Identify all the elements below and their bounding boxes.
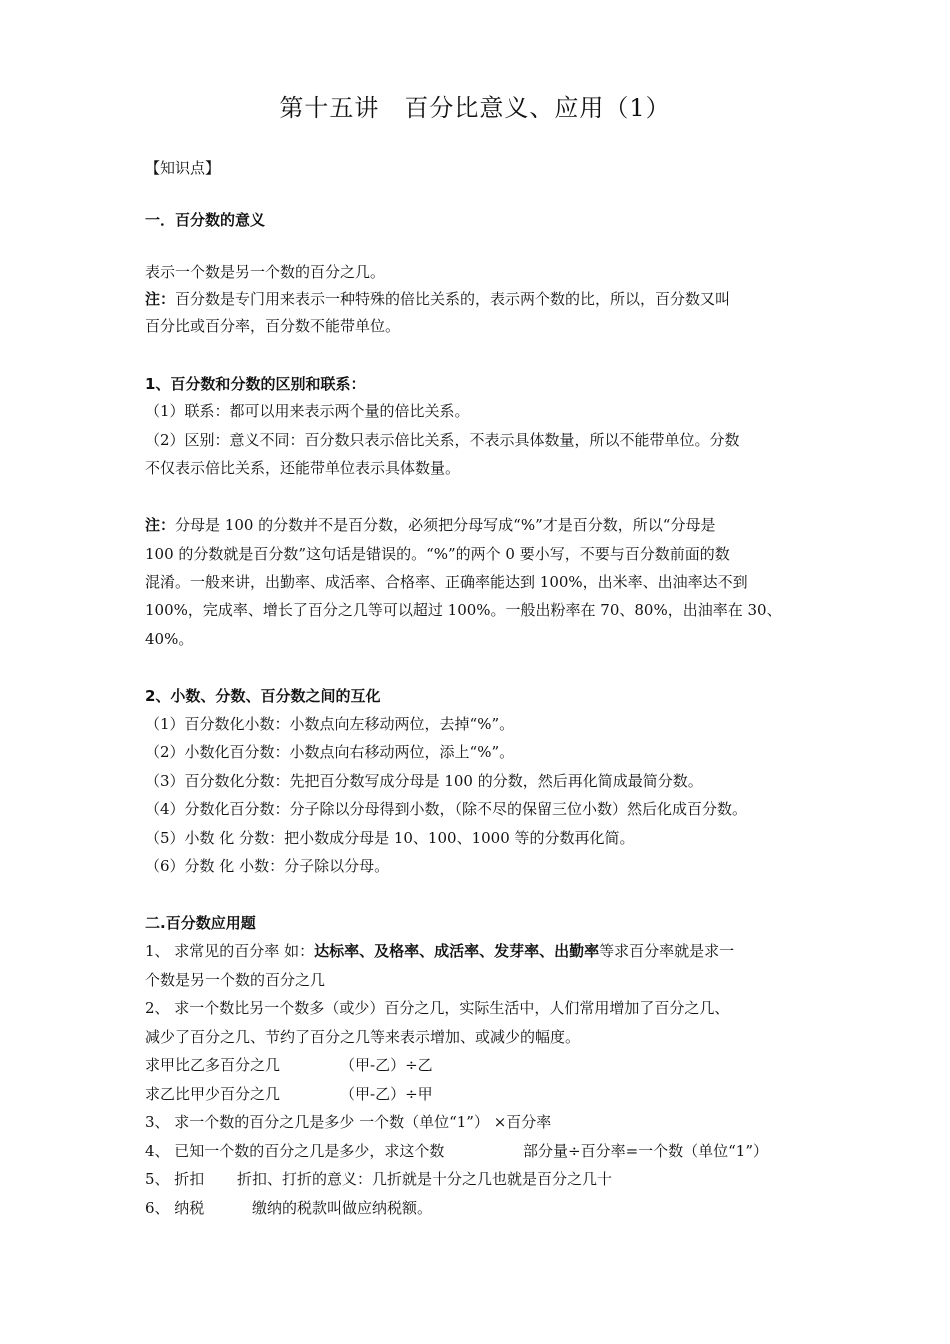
item-bold-terms: 达标率、及格率、成活率、发芽率、出勤率 bbox=[314, 942, 600, 960]
note-continuation: 混淆。一般来讲，出勤率、成活率、合格率、正确率能达到 100%，出米率、出油率达不到 bbox=[145, 573, 748, 591]
list-item: （4）分数化百分数：分子除以分母得到小数，（除不尽的保留三位小数）然后化成百分数。 bbox=[145, 800, 748, 818]
section-heading-meaning: 一．百分数的意义 bbox=[145, 211, 266, 229]
note-text: 分母是 100 的分数并不是百分数，必须把分母写成“%”才是百分数，所以“分母是 bbox=[175, 516, 716, 534]
item-text: 1、 求常见的百分率 如： bbox=[145, 942, 315, 960]
list-item-description: 缴纳的税款叫做应纳税额。 bbox=[252, 1199, 433, 1217]
note-line bbox=[145, 289, 730, 309]
item-text: 等求百分率就是求一 bbox=[599, 942, 735, 960]
definition-text: 表示一个数是另一个数的百分之几。 bbox=[145, 263, 386, 281]
list-item: 5、 折扣 bbox=[145, 1170, 205, 1188]
note-continuation: 100%，完成率、增长了百分之几等可以超过 100%。一般出粉率在 70、80%，出油率在 30、 bbox=[145, 601, 782, 619]
list-item-description: 折扣、打折的意义：几折就是十分之几也就是百分之几十 bbox=[237, 1170, 613, 1188]
list-item-continuation: 不仅表示倍比关系，还能带单位表示具体数量。 bbox=[145, 459, 461, 477]
note-line bbox=[145, 515, 715, 535]
list-item-continuation: 减少了百分之几、节约了百分之几等来表示增加、或减少的幅度。 bbox=[145, 1028, 581, 1046]
list-item: （3）百分数化分数：先把百分数写成分母是 100 的分数，然后再化简成最简分数。 bbox=[145, 772, 703, 790]
note-label: 注： bbox=[145, 516, 176, 534]
section-heading-conversion: 2、小数、分数、百分数之间的互化 bbox=[145, 687, 381, 705]
page-title: 第十五讲 百分比意义、应用（1） bbox=[279, 94, 671, 122]
list-item: 4、 已知一个数的百分之几是多少，求这个数 bbox=[145, 1142, 445, 1160]
list-item: 2、 求一个数比另一个数多（或少）百分之几，实际生活中，人们常用增加了百分之几、 bbox=[145, 999, 730, 1017]
list-item-continuation: 个数是另一个数的百分之几 bbox=[145, 971, 326, 989]
list-item-formula: 部分量÷百分率=一个数（单位“1”） bbox=[523, 1142, 769, 1160]
note-continuation: 100 的分数就是百分数”这句话是错误的。“%”的两个 0 要小写，不要与百分数前面的数 bbox=[145, 545, 730, 563]
formula-expression: （甲-乙）÷乙 bbox=[340, 1056, 433, 1074]
formula-expression: （甲-乙）÷甲 bbox=[340, 1085, 433, 1103]
list-item bbox=[145, 941, 734, 961]
note-continuation: 40%。 bbox=[145, 630, 194, 648]
formula-label: 求乙比甲少百分之几 bbox=[145, 1085, 281, 1103]
knowledge-header: 【知识点】 bbox=[145, 159, 221, 177]
list-item: 6、 纳税 bbox=[145, 1199, 205, 1217]
note-label: 注： bbox=[145, 290, 176, 308]
list-item: （1）百分数化小数：小数点向左移动两位，去掉“%”。 bbox=[145, 715, 515, 733]
note-continuation: 百分比或百分率，百分数不能带单位。 bbox=[145, 317, 401, 335]
list-item: （2）区别：意义不同：百分数只表示倍比关系，不表示具体数量，所以不能带单位。分数 bbox=[145, 431, 740, 449]
list-item: （1）联系：都可以用来表示两个量的倍比关系。 bbox=[145, 402, 470, 420]
list-item: （6）分数 化 小数：分子除以分母。 bbox=[145, 857, 390, 875]
section-heading-difference: 1、百分数和分数的区别和联系： bbox=[145, 375, 366, 393]
list-item: （2）小数化百分数：小数点向右移动两位，添上“%”。 bbox=[145, 743, 515, 761]
formula-label: 求甲比乙多百分之几 bbox=[145, 1056, 281, 1074]
note-text: 百分数是专门用来表示一种特殊的倍比关系的，表示两个数的比，所以，百分数又叫 bbox=[175, 290, 731, 308]
list-item: 3、 求一个数的百分之几是多少 一个数（单位“1”） ×百分率 bbox=[145, 1113, 552, 1131]
section-heading-applications: 二.百分数应用题 bbox=[145, 914, 256, 932]
list-item: （5）小数 化 分数：把小数成分母是 10、100、1000 等的分数再化简。 bbox=[145, 829, 635, 847]
